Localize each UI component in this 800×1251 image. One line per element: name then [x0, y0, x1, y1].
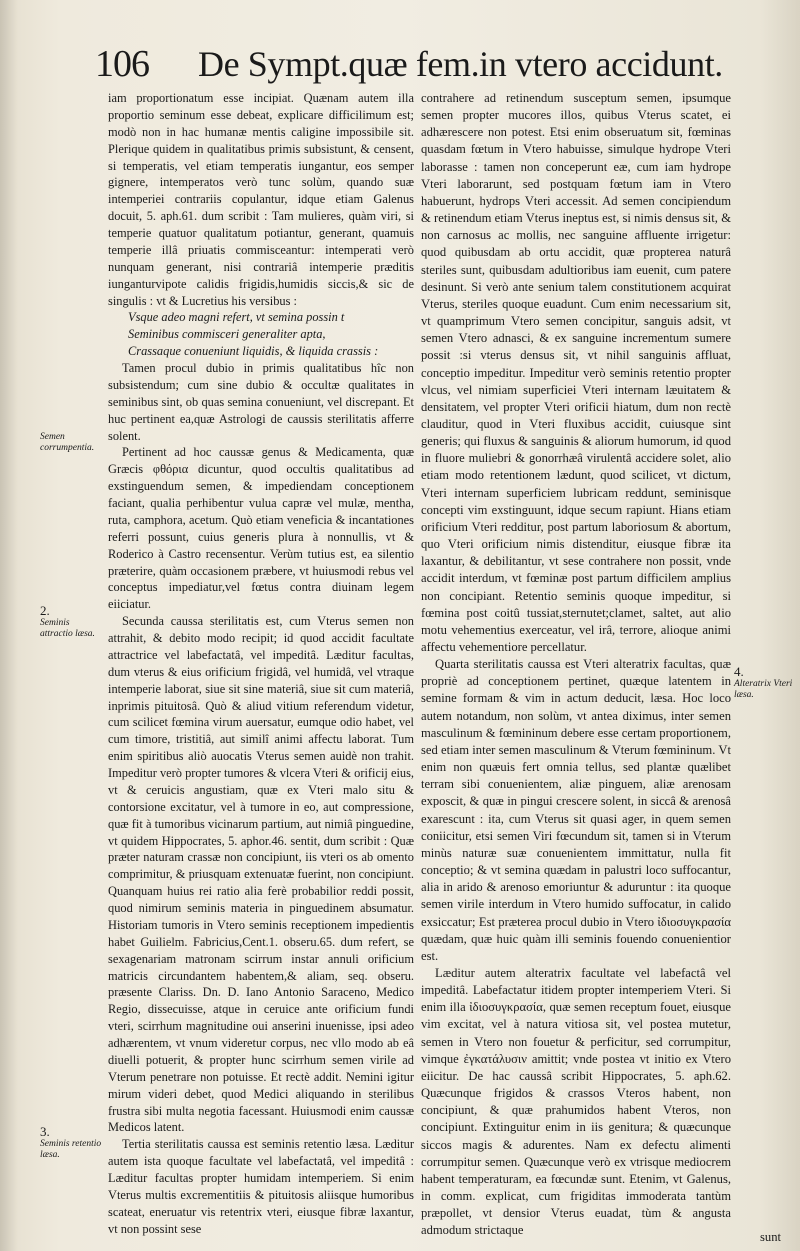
right-text-column: [421, 90, 731, 1239]
paragraph: Tamen procul dubio in primis qualitatibus hîc non subsistendum; cum sine dubio & occultæ qualitates in seminibus sint, ob quas semina conueniunt, vel discrepant. Et huc pertinent ea,quæ Astrologi de caussis sterilitatis afferre solent.: [108, 361, 414, 443]
margin-note: [40, 604, 102, 640]
verse-line: Crassaque conueniunt liquidis, & liquida crassis :: [128, 344, 379, 359]
page-header: [95, 40, 723, 88]
paragraph: Læditur autem alteratrix facultate vel labefactâ vel impeditâ. Labefactatur itidem propter intemperiem Vteri. Si enim illa ἰδιοσυγκρασία, quæ semen receptum fouet, eiusque vim excitat, vel à natura vitiosa sit, vel postea mutetur, semen in Vtero non fouetur & perficitur, sed corrumpitur, vimque ἐγκατάλυσιν amittit; vnde postea vt initio ex Vtero eiicitur. De hac caussâ scribit Hippocrates, 5. aph.62. Quæcunque frigidos & crassos Vteros habent, non concipiunt, & quæ prahumidos habent Vteros, non concipiunt. Extinguitur enim in iis genitura; & quæcunque siccos magis & adurentes. Nam ex defectu alimenti corrumpitur semen. Quæcunque verò ex vtrisque mediocrem habent temperaturam, ea fœcundæ sunt. Etenim, vt Galenus, in comm. explicat, cum frigiditas immoderata tantùm præpollet, vt densior Vterus euadat, tùm & angusta admodum strictaque: [421, 965, 731, 1238]
margin-note-number: 3.: [40, 1124, 50, 1139]
paragraph: contrahere ad retinendum susceptum semen, ipsumque semen propter mucores illos, quibus Vterus scatet, ei adhærescere non potest. Etsi enim obseruatum sit, fœminas quasdam fœtum in Vtero habuisse, simulque hydrope Vteri laborasse : tamen non conceperunt eæ, cum iam hydrope Vteri laborarunt, sed postquam fœtum iam in Vtero habuerunt, hydrops Vteri accessit. Ad semen concipiendum & retinendum etiam Vterus ineptus est, si nimis densus sit, & non carnosus ac mollis, nec sanguine affluente irrigetur: quod quibusdam ab ortu accidit, quæ propterea naturâ steriles sunt, quibusdam adultioribus iam euenit, cum patere desinunt. Si verò ante senium talem constitutionem acquirat Vterus, steriles quoque euadunt. Cum enim necessarium sit, vt quamprimum Vtero semen concipitur, sanguis adsit, vt semen Vtero adnasci, & ex sanguine incrementum sumere possit :si vterus densus sit, vt nihil sanguinis affluat, conceptio impeditur. Impeditur verò seminis retentio propter vlcus, vel nimiam superficiei Vteri internam læuitatem & densitatem, vel propter Vteri orificii hiatum, dum non rectè clauditur, quod in Vteri fluxibus accidit, cuiusque sint generis; qui fluxus & sanguinis & aliorum humorum, id quod in fluore muliebri & gonorrhæâ virulentâ accidere solet, alio etiam modo retentionem lædunt, quod scilicet, vt dictum, Vteri internam superficiem lubricam reddunt, seminisque concepti vim exstinguunt, idque secum rapiunt. Hians etiam orificium Vteri redditur, post partum laboriosum & abortum, quo Vteri orificium nimis distenditur, eiusque fibræ ita laxantur, & debilitantur, vt sese contrahere non possit, vnde accidit interdum, vt fœminæ post partum difficilem amplius non concipiant. Retentio seminis quoque impeditur, si fœmina post coitû tussiat,sternutet;clamet, saltet, aut alio motu vehementius exerceatur, vel irâ, terrore, alioque animi affectu vehementiore percellatur.: [421, 91, 731, 654]
paragraph: Tertia sterilitatis caussa est seminis retentio læsa. Læditur autem ista quoque facultate vel labefactatâ, vel impeditâ : Læditur facultas propter humidam intemperiem. Si enim Vterus multis excrementitiis & pituitosis aliisque humoribus scateat, eneruatur vis retentrix vteri, eiusque fibræ laxantur, vt non possint sese: [108, 1137, 414, 1236]
margin-note: [734, 665, 798, 701]
paragraph: Pertinent ad hoc caussæ genus & Medicamenta, quæ Græcis φθόρια dicuntur, quod occultis qualitatibus ad exstinguendum semen, & impediendam conceptionem faciant, qualia perhibentur vulua capræ vel mulæ, mentha, ruta, camphora, acetum. Quò etiam veneficia & incantationes referri possunt, cuius generis plura à nonnullis, vt & Roderico à Castro recensentur. Verùm tutius est, ea silentio præterire, quàm occasionem præbere, vt huiusmodi rebus vel conceptus impediatur,vel fœtus contra diuinam legem eiiciatur.: [108, 445, 414, 612]
verse-line: Vsque adeo magni refert, vt semina possin t: [128, 310, 345, 325]
running-title: De Sympt.quæ fem.in vtero accidunt.: [198, 44, 723, 84]
margin-note-number: 4.: [734, 664, 744, 679]
page-number: 106: [95, 43, 149, 85]
verse-line: Seminibus commisceri generaliter apta,: [128, 327, 326, 342]
margin-note-number: 2.: [40, 603, 50, 618]
margin-note-text: Seminis attractio læsa.: [40, 618, 95, 639]
paragraph: Secunda caussa sterilitatis est, cum Vterus semen non attrahit, & debito modo recipit; id quod accidit facultate attractrice vel labefactatâ, vel impeditâ. Læditur facultas, dum vterus & eius orificium frigidâ, vel humidâ, vel vtraque intemperie laborat, siue sit sine materiâ, siue sit cum materiâ, inprimis pituitosâ. Quò & aliud vitium referendum videtur, cum scilicet fœmina virum auersatur, eumque odio habet, vel cum timore, tristitiâ, aut similî animi affectu laborat. Tum enim spiritibus aliò auocatis Vterus semen auidè non trahit. Impeditur verò propter tumores & vlcera Vteri & orificij eius, vt & ceruicis angustiam, quæ ex Vteri malo situ & contorsione excitatur, vel à tumore in eo, aut compressione, quæ fit à tumoribus vicinarum partium, aut nimiâ pinguedine, vt quidem Hippocrates, 5. aphor.46. sentit, dum scribit : Quæ præter naturam crassæ non concipiunt, iis vteri os ab omento comprimitur, & priusquam extenuatæ fuerint, non concipiunt. Quanquam huius rei ratio alia ferè probabilior reddi possit, quod nimirum seminis materia in pinguedinem absumatur. Historiam tumoris in Vtero seminis receptionem impedientis habet Guilielm. Fabricius,Cent.1. obseru.65. dum refert, se sexagenariam matronam scirrum instar annuli orificium matricis circundantem habentem,& aliam, seq. obseru. præsente Clariss. Dn. D. Iano Antonio Saraceno, Medico Regio, dissecuisse, atque in ceruice ante orificium fundi vteri, scirrhum magnitudine oui anserini inuenisse, ipsi adeo adhærentem, vt vnum videretur corpus, nec vllo modo ab eâ diuelli potuerit, & propter hunc scirrhum semen virile ad Vterum penetrare non potuisse. Et rectè addit. Nemini igitur mirum videri debet, quod Medici aliquando in sterilibus frustra sibi multa negotia facessant. Huiusmodi enim caussæ Medicos latent.: [108, 614, 415, 1135]
left-text-column: [108, 90, 414, 1238]
margin-note-text: Alteratrix Vteri læsa.: [734, 679, 793, 700]
catchword: sunt: [760, 1230, 781, 1244]
margin-note: [40, 432, 102, 454]
paragraph: Quarta sterilitatis caussa est Vteri alteratrix facultas, quæ propriè ad conceptionem pertinet, quæque latentem in semine formam & vim in actum deducit, læsa. Hoc loco autem notandum, non solùm, vt antea diximus, inter semen masculinum & fœmininum debere esse certam proportionem, sed etiam inter semen masculinum & Vterum fœmininum. Vt enim non quæuis fert omnia tellus, sed plantæ quælibet terram sibi conuenientem, aliæ pinguem, aliæ arenosam exposcit, & quæ in pingui crescere solent, in siccâ & arenosâ exarescunt : ita, cum Vterus sit quasi ager, in quem semen coniicitur, etsi semen Viri fœcundum sit, tamen si in Vterum minùs naturæ suæ conuenientem immittatur, nulla fit conceptio; & vt semina quædam in palustri loco suffocantur, alia in arido & arenoso emoriuntur & aduruntur : ita quoque semen virile interdum in Vtero humido suffocatur, in calido exsiccatur; Est præterea procul dubio in Vtero ἰδιοσυγκρασία quædam, quæ huic quàm illi seminis fouendo conuenientior est.: [421, 657, 731, 963]
paragraph: iam proportionatum esse incipiat. Quænam autem illa proportio seminum esse debeat, explicare difficilimum est; modò non in hac humanæ mentis caligine impossibile sit. Plerique quidem in qualitatibus primis subsistunt, & censent, si temperatis, vel etiam temperatis iungantur, eos semper gignere, intemperatos verò tunc solùm, quando suæ intemperiei contrariis copulantur, idque etiam Galenus docuit, 5. aph.61. dum scribit : Tam mulieres, quàm viri, si temperie quatuor qualitatum potiantur, generant, quamuis temperie illâ priuatis commisceantur: intemperati verò nunquam generant, nisi contrariâ intemperie præditis iunganturvipote calidis frigidis,humidis siccis,& sic de singulis : vt & Lucretius his versibus :: [108, 91, 414, 308]
margin-note-text: Semen corrumpentia.: [40, 432, 95, 453]
margin-note-text: Seminis retentio læsa.: [40, 1139, 102, 1160]
margin-note: [40, 1125, 102, 1161]
